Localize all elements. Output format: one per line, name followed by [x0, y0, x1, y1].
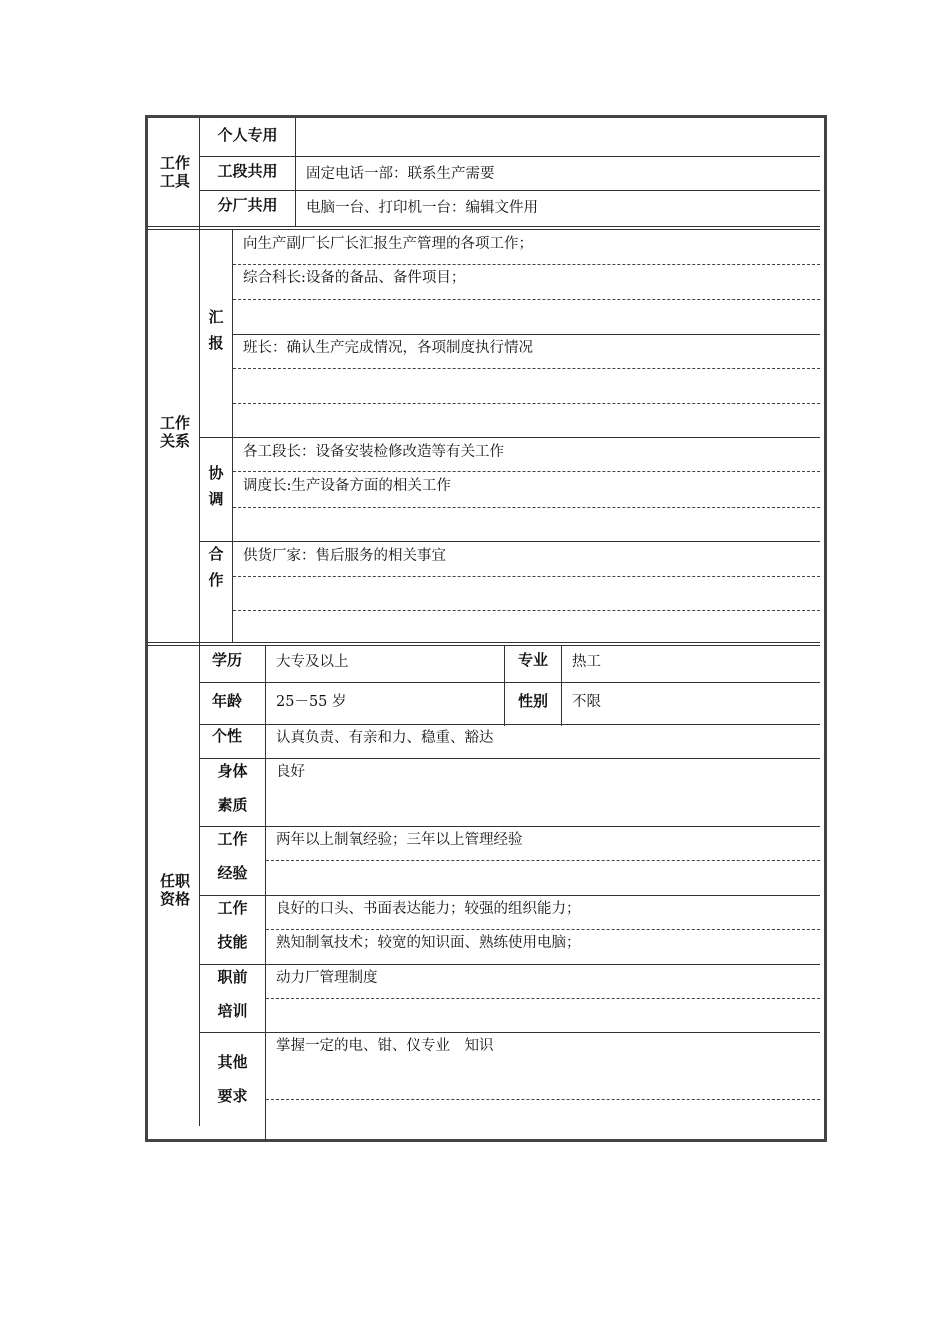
report-line: 班长：确认生产完成情况，各项制度执行情况: [243, 340, 533, 356]
tools-row-label: 分厂共用: [217, 196, 278, 214]
dashed-rule: [266, 998, 820, 999]
gender-label: 性别: [517, 692, 548, 710]
row-divider: [200, 156, 820, 157]
dashed-rule: [233, 403, 820, 404]
education-label: 学历: [211, 651, 242, 669]
skills-label: 工作 技能: [217, 899, 248, 951]
personality-label: 个性: [211, 727, 242, 745]
tools-row-label: 工段共用: [217, 162, 278, 180]
dashed-rule: [233, 471, 820, 472]
training-value: 动力厂管理制度: [276, 970, 378, 986]
row-divider: [200, 964, 820, 965]
age-value: 25－55 岁: [276, 694, 347, 710]
age-label: 年龄: [211, 692, 242, 710]
other-value: 掌握一定的电、钳、仪专业 知识: [276, 1038, 494, 1054]
dashed-rule: [266, 1099, 820, 1100]
skills-line: 熟知制氧技术；较宽的知识面、熟练使用电脑；: [276, 935, 581, 951]
skills-line: 良好的口头、书面表达能力；较强的组织能力；: [276, 901, 581, 917]
dashed-rule: [266, 929, 820, 930]
row-divider: [200, 758, 820, 759]
cooperate-label: 合 作: [208, 545, 224, 589]
row-divider: [200, 437, 820, 438]
tools-row-label: 个人专用: [217, 126, 278, 144]
tools-row-value: 固定电话一部：联系生产需要: [306, 166, 495, 182]
report-label: 汇 报: [208, 308, 224, 352]
row-divider: [233, 334, 820, 335]
row-divider: [200, 190, 820, 191]
row-divider: [200, 541, 820, 542]
row-divider: [200, 1032, 820, 1033]
health-value: 良好: [276, 764, 305, 780]
job-description-table: [145, 115, 827, 1142]
coordinate-label: 协 调: [208, 464, 224, 508]
section-divider: [148, 229, 820, 230]
cooperate-line: 供货厂家：售后服务的相关事宜: [243, 548, 446, 564]
qualifications-label-divider: [265, 646, 266, 1142]
other-label: 其他 要求: [217, 1053, 248, 1105]
dashed-rule: [233, 610, 820, 611]
row-divider: [200, 682, 820, 683]
relations-subcolumn-divider: [232, 230, 233, 642]
health-label: 身体 素质: [217, 762, 248, 814]
dashed-rule: [233, 368, 820, 369]
education-value: 大专及以上: [276, 654, 349, 670]
dashed-rule: [233, 264, 820, 265]
qualifications-section-label: 任职 资格: [159, 872, 190, 908]
gender-value: 不限: [572, 694, 601, 710]
dashed-rule: [233, 299, 820, 300]
major-value: 热工: [572, 654, 601, 670]
report-line: 综合科长:设备的备品、备件项目；: [243, 270, 466, 286]
relations-section-label: 工作 关系: [159, 414, 190, 450]
section-divider: [148, 226, 820, 227]
coordinate-line: 各工段长：设备安装检修改造等有关工作: [243, 444, 504, 460]
personality-value: 认真负责、有亲和力、稳重、豁达: [276, 730, 494, 746]
experience-value: 两年以上制氧经验；三年以上管理经验: [276, 832, 523, 848]
dashed-rule: [233, 576, 820, 577]
row-divider: [200, 895, 820, 896]
dashed-rule: [233, 507, 820, 508]
training-label: 职前 培训: [217, 968, 248, 1020]
dashed-rule: [266, 860, 820, 861]
experience-label: 工作 经验: [217, 830, 248, 882]
major-label: 专业: [517, 651, 548, 669]
report-line: 向生产副厂长厂长汇报生产管理的各项工作；: [243, 236, 533, 252]
row-divider: [200, 724, 820, 725]
tools-section-label: 工作 工具: [159, 154, 190, 190]
major-label-right-divider: [561, 646, 562, 726]
coordinate-line: 调度长:生产设备方面的相关工作: [243, 478, 451, 494]
tools-column-divider: [295, 118, 296, 226]
row-divider: [200, 826, 820, 827]
tools-row-value: 电脑一台、打印机一台：编辑文件用: [306, 200, 538, 216]
